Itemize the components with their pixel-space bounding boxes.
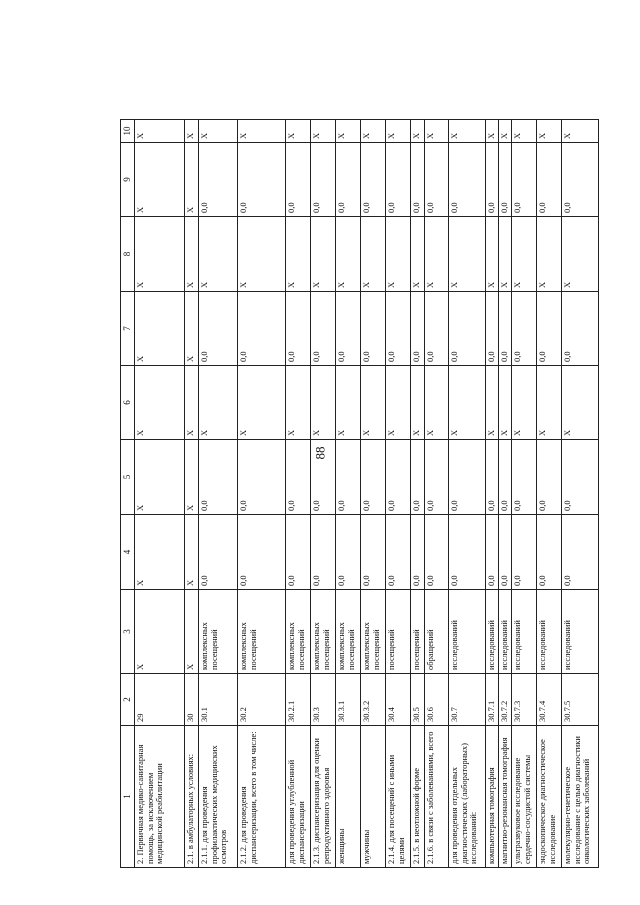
value-cell: X [336, 217, 361, 292]
value-cell: X [336, 120, 361, 143]
value-cell: 0,0 [449, 143, 486, 217]
value-cell: 0,0 [199, 515, 238, 590]
row-unit-cell: посещений [386, 590, 411, 674]
value-cell: X [499, 217, 512, 292]
row-name-cell: эндоскопическое диагностическое исследование [537, 726, 562, 868]
value-cell: 0,0 [361, 292, 386, 366]
value-cell: 0,0 [537, 292, 562, 366]
column-header: 5 [121, 440, 135, 515]
value-cell: 0,0 [449, 515, 486, 590]
value-cell: X [386, 120, 411, 143]
row-name-cell: женщины [336, 726, 361, 868]
value-cell: X [135, 292, 185, 366]
value-cell: 0,0 [486, 143, 499, 217]
value-cell: X [537, 120, 562, 143]
row-code-cell: 30.3.2 [361, 674, 386, 726]
value-cell: 0,0 [411, 440, 425, 515]
value-cell: X [185, 515, 199, 590]
value-cell: 0,0 [361, 515, 386, 590]
table-row [238, 120, 286, 868]
row-name-cell: 2.1.6. в связи с заболеваниями, всего [425, 726, 449, 868]
column-header: 8 [121, 217, 135, 292]
value-cell: X [135, 515, 185, 590]
value-cell: 0,0 [512, 292, 537, 366]
row-unit-cell: комплексных посещений [336, 590, 361, 674]
table-row [135, 120, 185, 868]
value-cell: 0,0 [486, 515, 499, 590]
value-cell: 0,0 [499, 440, 512, 515]
value-cell: 0,0 [361, 440, 386, 515]
column-header: 4 [121, 515, 135, 590]
row-code-cell: 30.3 [311, 674, 336, 726]
row-name-cell: для проведения углубленной диспансеризации [286, 726, 311, 868]
value-cell: X [361, 217, 386, 292]
value-cell: X [199, 366, 238, 440]
value-cell: X [336, 366, 361, 440]
column-header: 3 [121, 590, 135, 674]
value-cell: X [185, 440, 199, 515]
value-cell: 0,0 [238, 440, 286, 515]
value-cell: 0,0 [286, 515, 311, 590]
value-cell: 0,0 [336, 292, 361, 366]
value-cell: X [411, 217, 425, 292]
row-name-cell: мужчины [361, 726, 386, 868]
value-cell: X [537, 366, 562, 440]
table-row [311, 120, 336, 868]
value-cell: X [311, 120, 336, 143]
value-cell: X [185, 217, 199, 292]
value-cell: 0,0 [425, 440, 449, 515]
value-cell: 0,0 [386, 143, 411, 217]
value-cell: X [238, 217, 286, 292]
row-code-cell: 30.7.1 [486, 674, 499, 726]
row-name-cell: 2.1.3. диспансеризация для оценки репродуктивного здоровья [311, 726, 336, 868]
row-code-cell: 30.5 [411, 674, 425, 726]
row-unit-cell: X [135, 590, 185, 674]
value-cell: X [499, 120, 512, 143]
row-unit-cell: комплексных посещений [311, 590, 336, 674]
value-cell: X [425, 366, 449, 440]
value-cell: X [311, 366, 336, 440]
value-cell: X [512, 217, 537, 292]
value-cell: X [449, 120, 486, 143]
value-cell: X [562, 217, 599, 292]
value-cell: X [185, 366, 199, 440]
data-table [120, 119, 599, 868]
value-cell: X [411, 120, 425, 143]
table-row [499, 120, 512, 868]
value-cell: 0,0 [238, 515, 286, 590]
row-code-cell: 30.7.5 [562, 674, 599, 726]
row-unit-cell: исследований [562, 590, 599, 674]
row-unit-cell: комплексных посещений [238, 590, 286, 674]
value-cell: 0,0 [386, 292, 411, 366]
value-cell: X [537, 217, 562, 292]
row-name-cell: ультразвуковое исследование сердечно-сосудистой системы [512, 726, 537, 868]
row-name-cell: 2.1.5. в неотложной форме [411, 726, 425, 868]
row-unit-cell: исследований [499, 590, 512, 674]
row-code-cell: 30.6 [425, 674, 449, 726]
table-row [512, 120, 537, 868]
row-code-cell: 30.3.1 [336, 674, 361, 726]
value-cell: X [512, 366, 537, 440]
row-unit-cell: исследований [537, 590, 562, 674]
value-cell: 0,0 [238, 292, 286, 366]
value-cell: 0,0 [311, 440, 336, 515]
row-unit-cell: обращений [425, 590, 449, 674]
value-cell: 0,0 [499, 143, 512, 217]
value-cell: X [286, 120, 311, 143]
value-cell: 0,0 [486, 440, 499, 515]
row-unit-cell: посещений [411, 590, 425, 674]
row-name-cell: 2. Первичная медико-санитарная помощь, за исключением медицинской реабилитации [135, 726, 185, 868]
value-cell: X [486, 217, 499, 292]
value-cell: 0,0 [512, 143, 537, 217]
value-cell: 0,0 [311, 292, 336, 366]
row-unit-cell: исследований [449, 590, 486, 674]
column-header-row [121, 120, 135, 868]
value-cell: 0,0 [411, 515, 425, 590]
value-cell: X [311, 217, 336, 292]
value-cell: 0,0 [286, 292, 311, 366]
value-cell: X [135, 440, 185, 515]
table-row [199, 120, 238, 868]
value-cell: 0,0 [537, 143, 562, 217]
table-row [425, 120, 449, 868]
column-header: 9 [121, 143, 135, 217]
value-cell: X [199, 120, 238, 143]
table-row [537, 120, 562, 868]
row-name-cell: 2.1.1. для проведения профилактических медицинских осмотров [199, 726, 238, 868]
row-unit-cell: исследований [512, 590, 537, 674]
table-row [185, 120, 199, 868]
row-code-cell: 30.7.4 [537, 674, 562, 726]
value-cell: 0,0 [286, 143, 311, 217]
value-cell: 0,0 [199, 440, 238, 515]
table-row [361, 120, 386, 868]
value-cell: X [135, 366, 185, 440]
row-name-cell: молекулярно-генетическое исследование с целью диагностики онкологических заболеваний [562, 726, 599, 868]
row-name-cell: 2.1. в амбулаторных условиях: [185, 726, 199, 868]
value-cell: 0,0 [425, 515, 449, 590]
row-unit-cell: X [185, 590, 199, 674]
row-name-cell: для проведения отдельных диагностических (лабораторных) исследований: [449, 726, 486, 868]
rotated-table-wrapper [120, 120, 592, 868]
table-row [486, 120, 499, 868]
row-code-cell: 29 [135, 674, 185, 726]
row-code-cell: 30.7.3 [512, 674, 537, 726]
value-cell: 0,0 [562, 515, 599, 590]
value-cell: 0,0 [562, 440, 599, 515]
value-cell: X [185, 292, 199, 366]
value-cell: 0,0 [499, 515, 512, 590]
column-header: 2 [121, 674, 135, 726]
value-cell: 0,0 [411, 143, 425, 217]
table-row [562, 120, 599, 868]
table-row [449, 120, 486, 868]
value-cell: X [562, 366, 599, 440]
value-cell: 0,0 [512, 440, 537, 515]
value-cell: 0,0 [449, 440, 486, 515]
value-cell: 0,0 [386, 440, 411, 515]
value-cell: X [411, 366, 425, 440]
value-cell: 0,0 [336, 143, 361, 217]
value-cell: X [286, 217, 311, 292]
column-header: 7 [121, 292, 135, 366]
value-cell: X [199, 217, 238, 292]
value-cell: X [386, 366, 411, 440]
table-row [286, 120, 311, 868]
value-cell: X [238, 120, 286, 143]
row-code-cell: 30.1 [199, 674, 238, 726]
row-code-cell: 30.7 [449, 674, 486, 726]
value-cell: X [185, 120, 199, 143]
row-name-cell: 2.1.4. для посещений с иными целями [386, 726, 411, 868]
row-code-cell: 30 [185, 674, 199, 726]
row-code-cell: 30.2 [238, 674, 286, 726]
value-cell: 0,0 [336, 440, 361, 515]
value-cell: X [361, 120, 386, 143]
table-row [411, 120, 425, 868]
row-code-cell: 30.4 [386, 674, 411, 726]
value-cell: 0,0 [425, 292, 449, 366]
value-cell: X [185, 143, 199, 217]
value-cell: X [135, 217, 185, 292]
row-unit-cell: комплексных посещений [286, 590, 311, 674]
value-cell: X [512, 120, 537, 143]
value-cell: 0,0 [286, 440, 311, 515]
row-name-cell: 2.1.2. для проведения диспансеризации, всего в том числе: [238, 726, 286, 868]
value-cell: 0,0 [386, 515, 411, 590]
value-cell: 0,0 [411, 292, 425, 366]
row-code-cell: 30.2.1 [286, 674, 311, 726]
value-cell: 0,0 [499, 292, 512, 366]
value-cell: 0,0 [311, 515, 336, 590]
value-cell: 0,0 [486, 292, 499, 366]
value-cell: 0,0 [449, 292, 486, 366]
value-cell: 0,0 [562, 143, 599, 217]
value-cell: 0,0 [336, 515, 361, 590]
column-header: 10 [121, 120, 135, 143]
value-cell: X [386, 217, 411, 292]
value-cell: X [238, 366, 286, 440]
row-unit-cell: исследований [486, 590, 499, 674]
row-unit-cell: комплексных посещений [199, 590, 238, 674]
value-cell: X [449, 366, 486, 440]
value-cell: X [499, 366, 512, 440]
value-cell: X [286, 366, 311, 440]
value-cell: 0,0 [512, 515, 537, 590]
value-cell: X [135, 120, 185, 143]
value-cell: 0,0 [361, 143, 386, 217]
page-number: 88 [312, 446, 327, 460]
value-cell: 0,0 [425, 143, 449, 217]
value-cell: 0,0 [537, 515, 562, 590]
row-name-cell: компьютерная томография [486, 726, 499, 868]
value-cell: X [425, 217, 449, 292]
table-row [386, 120, 411, 868]
row-code-cell: 30.7.2 [499, 674, 512, 726]
column-header: 6 [121, 366, 135, 440]
value-cell: 0,0 [199, 143, 238, 217]
value-cell: 0,0 [562, 292, 599, 366]
table-row [336, 120, 361, 868]
value-cell: 0,0 [537, 440, 562, 515]
value-cell: X [486, 366, 499, 440]
value-cell: 0,0 [199, 292, 238, 366]
row-unit-cell: комплексных посещений [361, 590, 386, 674]
value-cell: X [562, 120, 599, 143]
value-cell: 0,0 [238, 143, 286, 217]
value-cell: X [425, 120, 449, 143]
value-cell: X [486, 120, 499, 143]
row-name-cell: магнитно-резонансная томография [499, 726, 512, 868]
value-cell: X [135, 143, 185, 217]
value-cell: X [361, 366, 386, 440]
column-header: 1 [121, 726, 135, 868]
value-cell: X [449, 217, 486, 292]
value-cell: 0,0 [311, 143, 336, 217]
